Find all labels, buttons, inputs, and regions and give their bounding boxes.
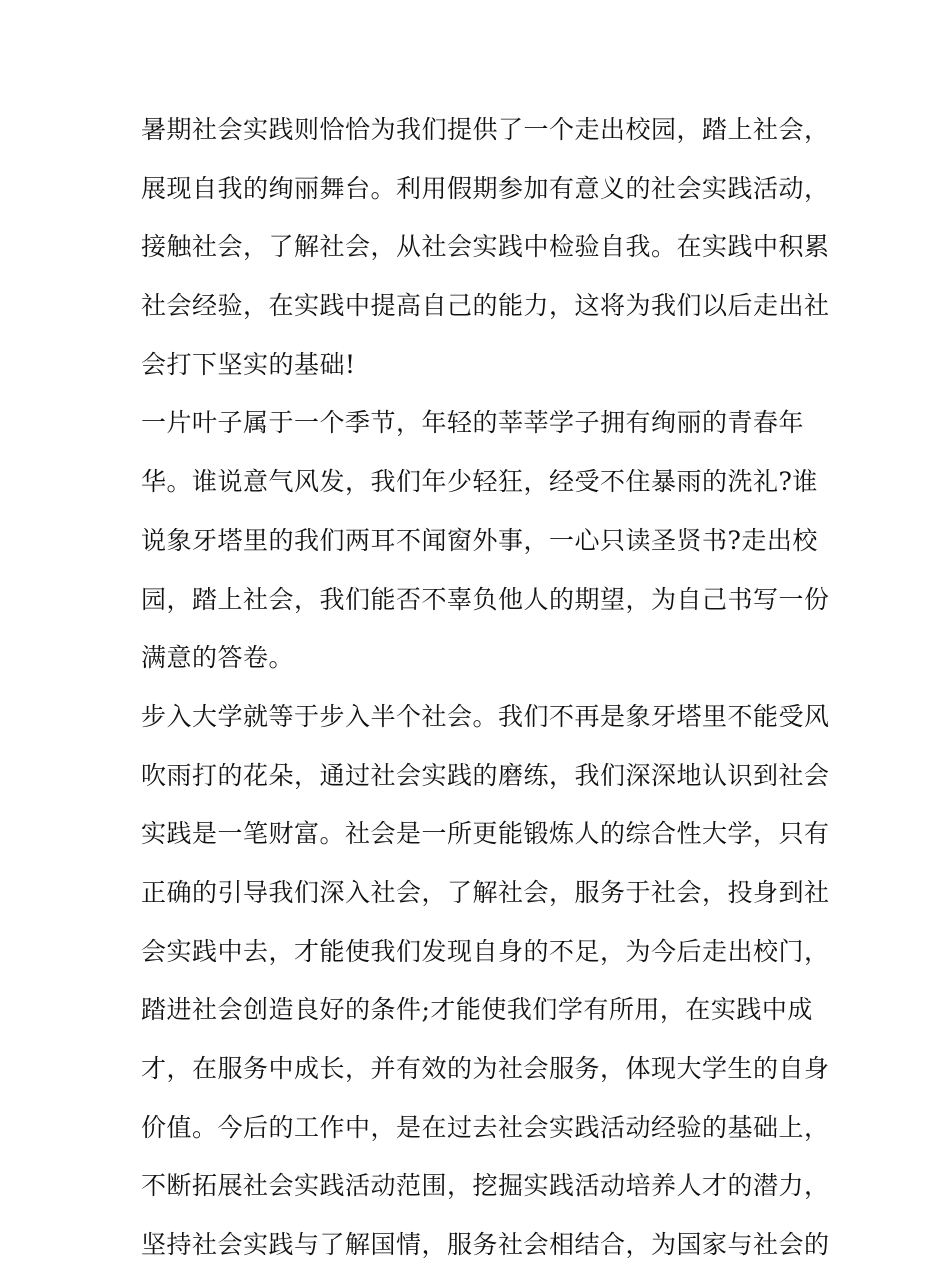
text-line: 会实践中去，才能使我们发现自身的不足，为今后走出校门， (141, 936, 830, 966)
paragraph-3 (141, 688, 830, 1275)
text-line: 暑期社会实践则恰恰为我们提供了一个走出校园，踏上社会， (141, 115, 830, 144)
text-line: 实践是一笔财富。社会是一所更能锻炼人的综合性大学，只有 (141, 819, 830, 849)
text-line: 才，在服务中成长，并有效的为社会服务，体现大学生的自身 (141, 1054, 830, 1083)
text-line: 满意的答卷。 (141, 643, 295, 673)
paragraph-1 (141, 101, 830, 394)
document-body (141, 101, 830, 1275)
text-line: 会打下坚实的基础! (141, 349, 356, 379)
paragraph-2 (141, 394, 830, 687)
text-line: 不断拓展社会实践活动范围，挖掘实践活动培养人才的潜力， (141, 1171, 830, 1201)
text-line: 社会经验，在实践中提高自己的能力，这将为我们以后走出社 (141, 291, 830, 321)
text-line: 步入大学就等于步入半个社会。我们不再是象牙塔里不能受风 (141, 701, 830, 731)
text-line: 正确的引导我们深入社会，了解社会，服务于社会，投身到社 (141, 877, 830, 907)
text-line: 踏进社会创造良好的条件;才能使我们学有所用，在实践中成 (141, 995, 813, 1025)
text-line: 展现自我的绚丽舞台。利用假期参加有意义的社会实践活动， (141, 173, 830, 203)
text-line: 说象牙塔里的我们两耳不闻窗外事，一心只读圣贤书?走出校 (141, 525, 818, 555)
text-line: 吹雨打的花朵，通过社会实践的磨练，我们深深地认识到社会 (141, 760, 830, 790)
text-line: 一片叶子属于一个季节，年轻的莘莘学子拥有绚丽的青春年 (141, 408, 805, 438)
text-line: 坚持社会实践与了解国情，服务社会相结合，为国家与社会的 (141, 1230, 830, 1260)
text-line: 华。谁说意气风发，我们年少轻狂，经受不住暴雨的洗礼?谁 (141, 467, 818, 497)
text-line: 价值。今后的工作中，是在过去社会实践活动经验的基础上， (141, 1112, 830, 1142)
text-line: 园，踏上社会，我们能否不辜负他人的期望，为自己书写一份 (141, 584, 830, 614)
text-line: 接触社会，了解社会，从社会实践中检验自我。在实践中积累 (141, 232, 830, 262)
